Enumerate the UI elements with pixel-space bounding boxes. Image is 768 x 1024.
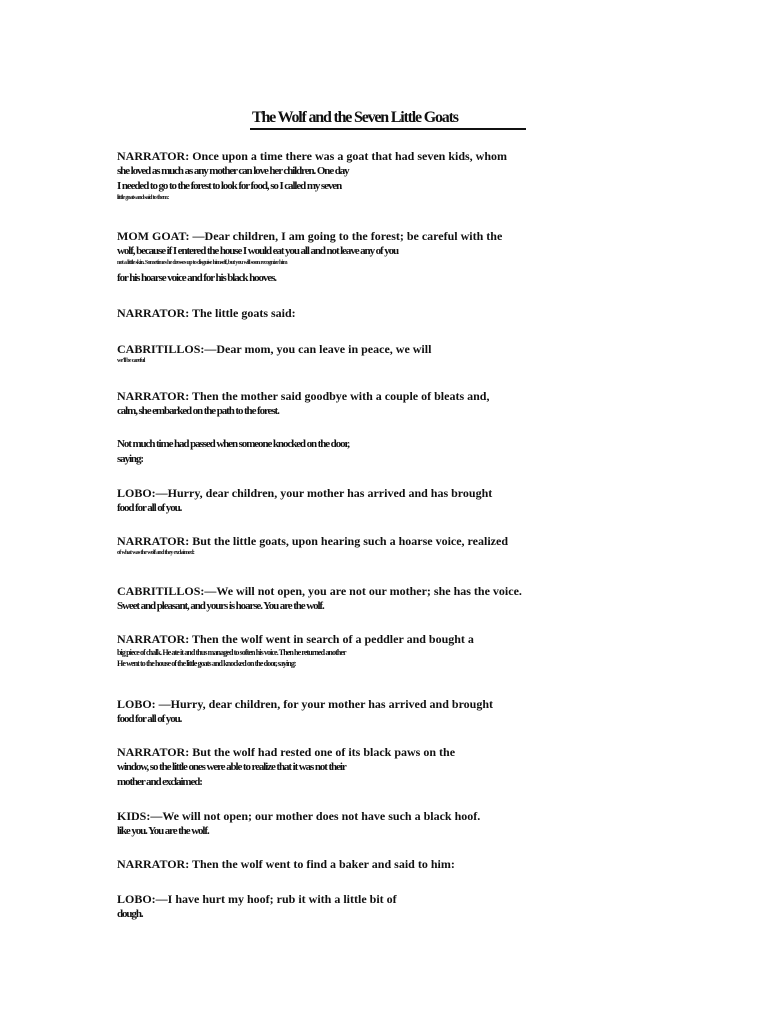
paragraph-line: NARRATOR: Then the wolf went to find a baker and said to him:: [117, 857, 455, 871]
paragraph-line: NARRATOR: But the little goats, upon hearing such a hoarse voice, realized: [117, 534, 508, 548]
paragraph-line: saying:: [117, 453, 143, 465]
paragraph-line: window, so the little ones were able to realize that it was not their: [117, 761, 346, 773]
paragraph-cabritillos-reply: [117, 341, 547, 366]
paragraph-line: NARRATOR: The little goats said:: [117, 306, 296, 320]
paragraph-line: food for all of you.: [117, 502, 182, 514]
paragraph-line: NARRATOR: Once upon a time there was a goat that had seven kids, whom: [117, 149, 508, 163]
paragraph-line: mother and exclaimed:: [117, 776, 202, 788]
paragraph-mom-goat: [117, 228, 547, 286]
paragraph-line: CABRITILLOS:—Dear mom, you can leave in peace, we will: [117, 342, 432, 356]
paragraph-narrator-peddler: [117, 631, 547, 669]
paragraph-line: He went to the house of the little goats and knocked on the door, saying:: [117, 659, 296, 668]
paragraph-line: Sweet and pleasant, and yours is hoarse. You are the wolf.: [117, 600, 324, 612]
paragraph-line: big piece of chalk. He ate it and thus managed to soften his voice. Then he returned another: [117, 648, 346, 657]
paragraph-line: she loved as much as any mother can love her children. One day: [117, 165, 349, 177]
paragraph-cabritillos-not-open: [117, 583, 547, 614]
paragraph-line: NARRATOR: But the wolf had rested one of its black paws on the: [117, 745, 456, 759]
paragraph-line: Not much time had passed when someone knocked on the door,: [117, 438, 349, 450]
paragraph-line: little goats and said to them:: [117, 195, 169, 201]
paragraph-line: we'll be careful: [117, 358, 145, 364]
paragraph-narrator-black-paw: [117, 744, 547, 790]
paragraph-line: for his hoarse voice and for his black hooves.: [117, 272, 276, 284]
paragraph-narrator-goodbye: [117, 388, 547, 419]
paragraph-narrator-intro: [117, 148, 547, 203]
paragraph-line: of what was the wolf and they exclaimed:: [117, 550, 195, 556]
paragraph-line: not a little skin. Sometimes he dresses up to disguise himself, but you will soon recognize him: [117, 260, 287, 266]
paragraph-line: KIDS:—We will not open; our mother does not have such a black hoof.: [117, 809, 481, 823]
paragraph-kids-black-hoof: [117, 808, 547, 839]
paragraph-line: NARRATOR: Then the wolf went in search of a peddler and bought a: [117, 632, 474, 646]
paragraph-narrator-little-goats-said: [117, 305, 547, 321]
paragraph-line: NARRATOR: Then the mother said goodbye with a couple of bleats and,: [117, 389, 490, 403]
paragraph-line: CABRITILLOS:—We will not open, you are not our mother; she has the voice.: [117, 584, 522, 598]
paragraph-line: LOBO: —Hurry, dear children, for your mother has arrived and brought: [117, 697, 494, 711]
paragraph-line: LOBO:—I have hurt my hoof; rub it with a little bit of: [117, 892, 397, 906]
paragraph-line: calm, she embarked on the path to the forest.: [117, 405, 279, 417]
paragraph-knock: [117, 437, 547, 467]
paragraph-narrator-baker: [117, 856, 547, 872]
paragraph-narrator-hoarse-voice: [117, 533, 547, 558]
paragraph-lobo-hurt-hoof: [117, 891, 547, 922]
paragraph-line: LOBO:—Hurry, dear children, your mother has arrived and has brought: [117, 486, 493, 500]
paragraph-line: dough.: [117, 908, 143, 920]
paragraph-line: like you. You are the wolf.: [117, 825, 209, 837]
paragraph-line: I needed to go to the forest to look for food, so I called my seven: [117, 180, 342, 192]
paragraph-line: MOM GOAT: —Dear children, I am going to the forest; be careful with the: [117, 229, 503, 243]
document-title: The Wolf and the Seven Little Goats: [250, 108, 526, 130]
paragraph-line: food for all of you.: [117, 713, 182, 725]
paragraph-lobo-brought: [117, 696, 547, 727]
paragraph-lobo-hurry: [117, 485, 547, 516]
paragraph-line: wolf, because if I entered the house I would eat you all and not leave any of you: [117, 245, 399, 257]
